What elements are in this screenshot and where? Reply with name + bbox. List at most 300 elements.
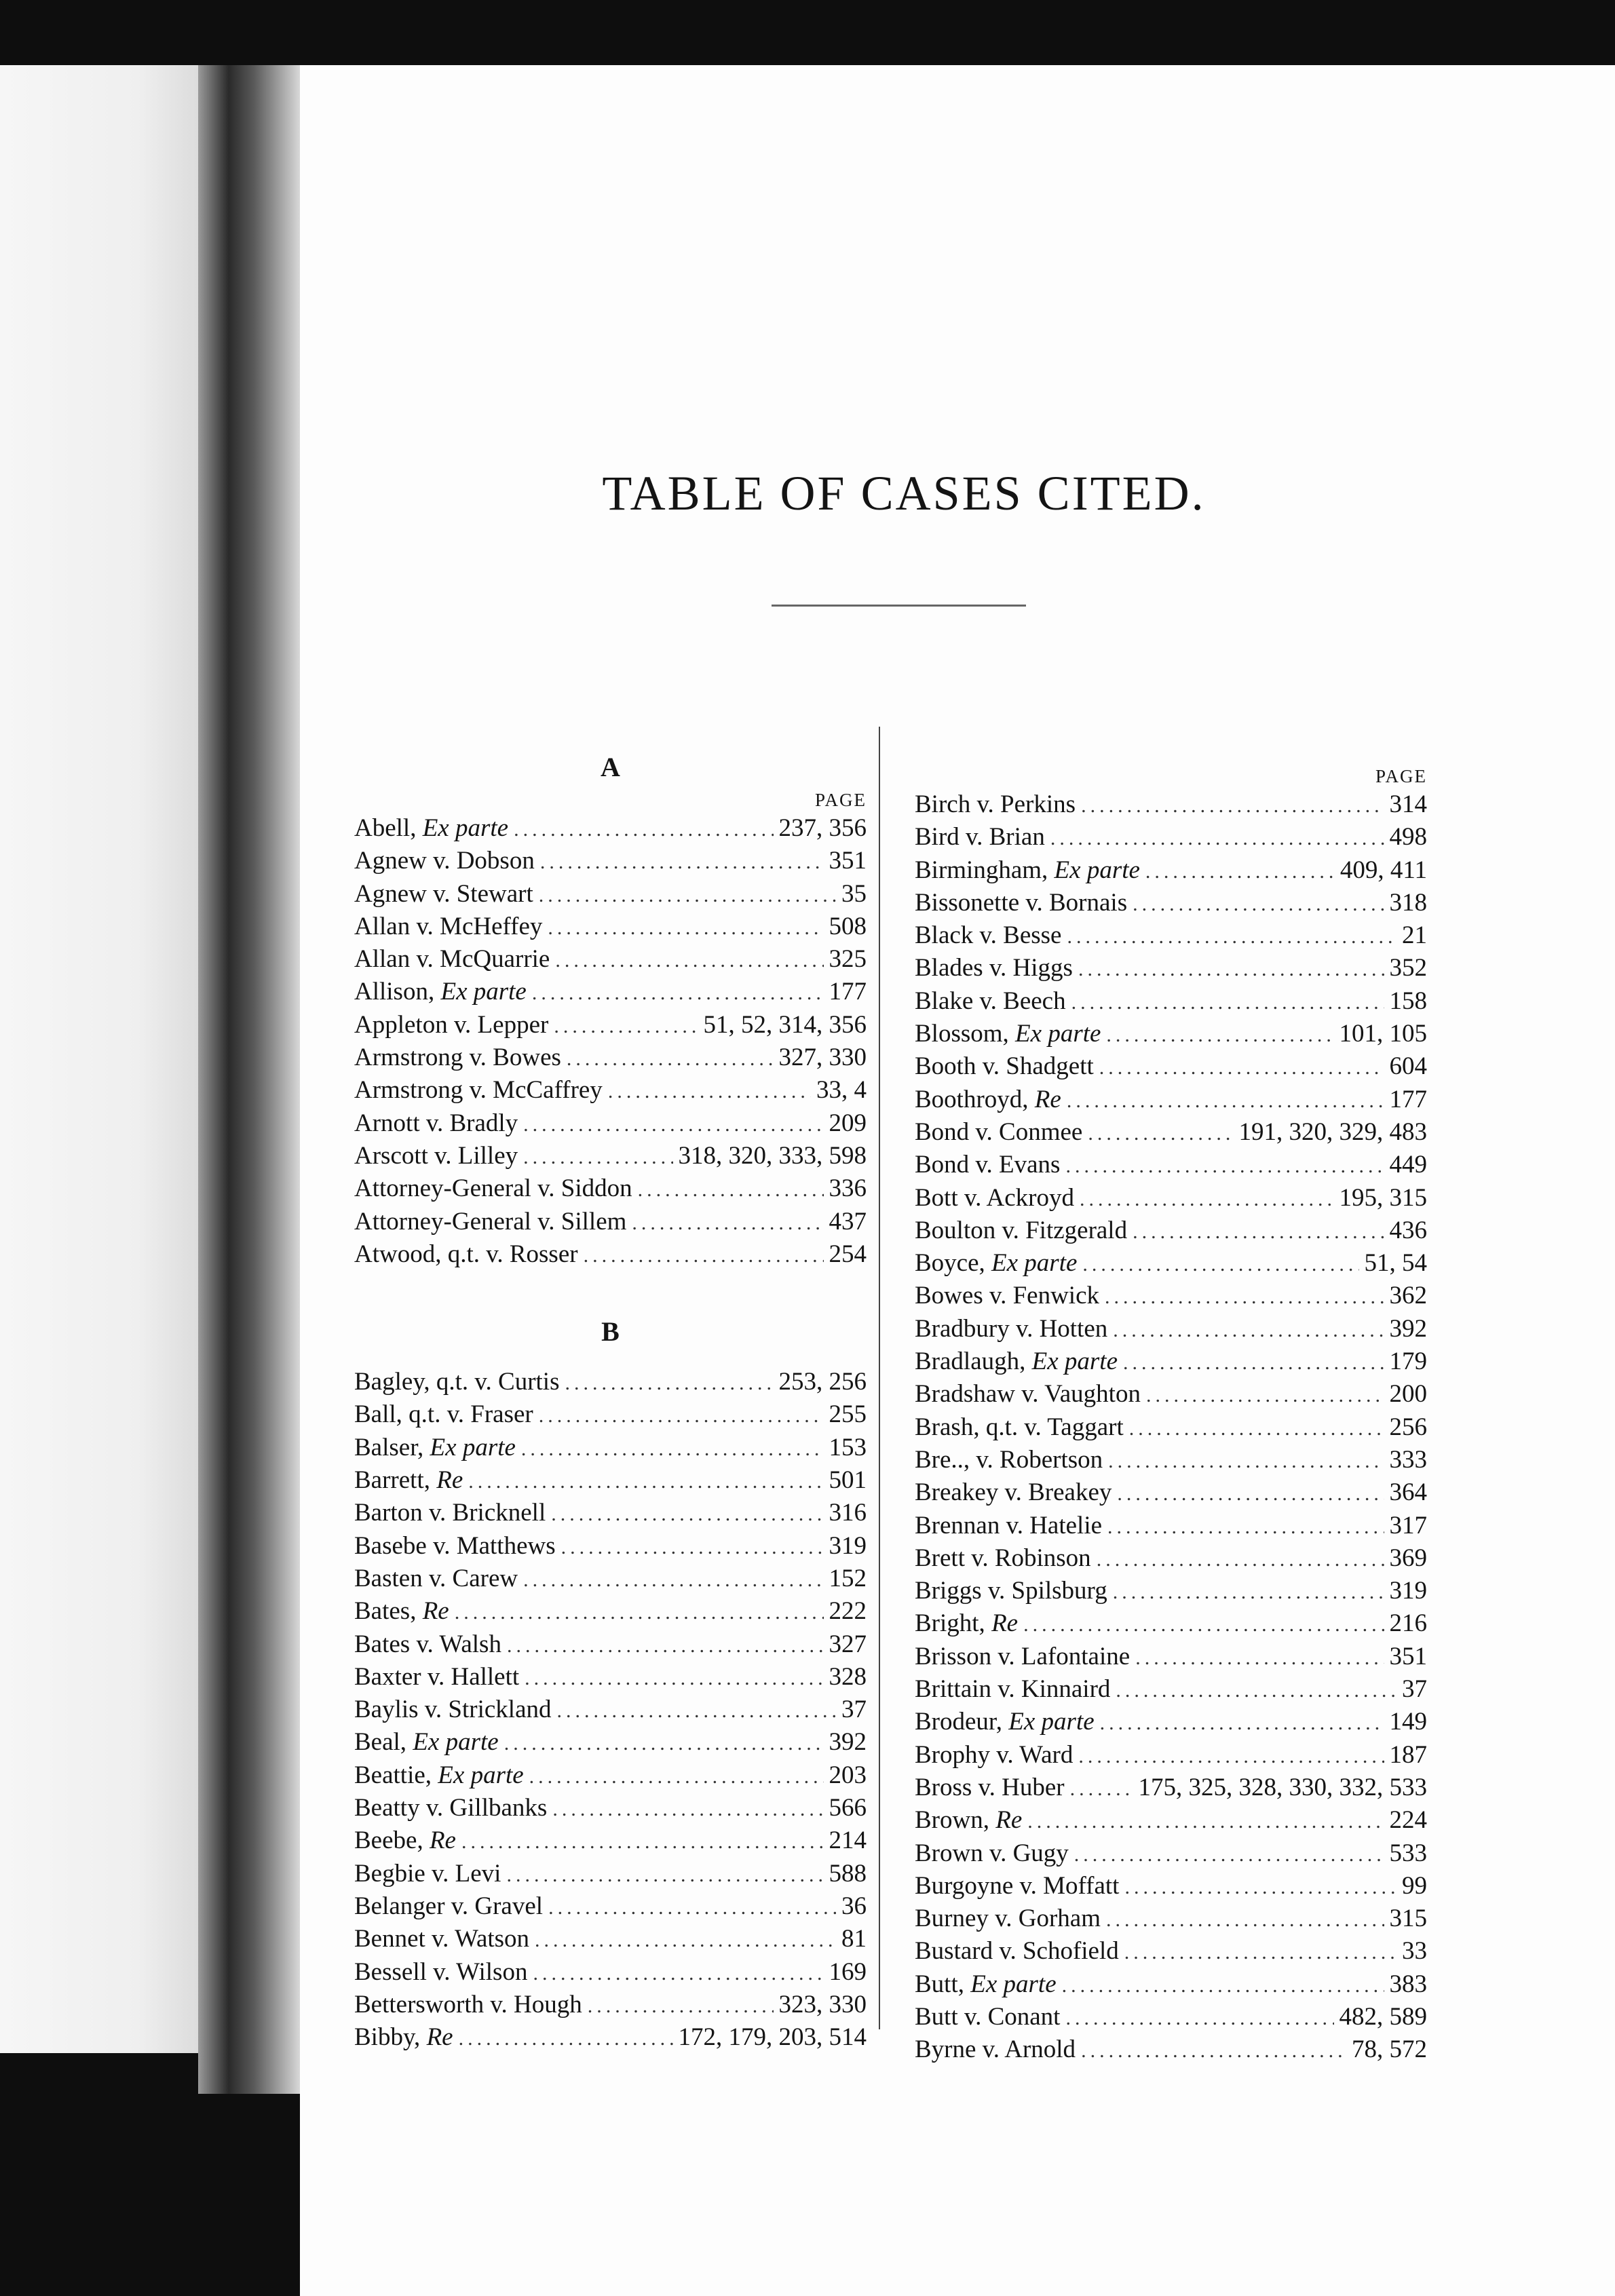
- case-entry: [915, 1607, 1427, 1640]
- case-title: Atwood, q.t. v. Rosser: [354, 1240, 578, 1268]
- case-entry: [915, 1116, 1427, 1149]
- case-pages: 149: [1389, 1708, 1427, 1736]
- case-title: Black v. Besse: [915, 921, 1062, 950]
- case-title: Baxter v. Hallett: [354, 1662, 520, 1691]
- case-title: Bott v. Ackroyd: [915, 1183, 1075, 1212]
- case-pages: 362: [1389, 1282, 1427, 1310]
- case-title: Breakey v. Breakey: [915, 1478, 1112, 1507]
- dot-leader: [525, 1662, 823, 1695]
- dot-leader: [1116, 1675, 1396, 1707]
- case-pages: 392: [1389, 1314, 1427, 1343]
- dot-leader: [1106, 1904, 1384, 1936]
- dot-leader: [1088, 1117, 1233, 1150]
- dot-leader: [1078, 1740, 1384, 1773]
- case-title: Attorney-General v. Siddon: [354, 1174, 632, 1203]
- case-name: [354, 1206, 626, 1238]
- case-name: [915, 1870, 1119, 1902]
- case-name: [354, 1172, 632, 1205]
- case-title: Bates v. Walsh: [354, 1630, 501, 1658]
- case-name: [915, 1378, 1141, 1411]
- case-entry: [915, 1182, 1427, 1214]
- case-pages: 508: [829, 912, 867, 940]
- dot-leader: [561, 1531, 824, 1564]
- case-entry: [915, 1247, 1427, 1280]
- dot-leader: [548, 1892, 836, 1924]
- case-title: Blake v. Beech: [915, 987, 1066, 1015]
- case-qualifier: Ex parte: [970, 1970, 1057, 1998]
- case-name: [354, 1989, 582, 2021]
- dot-leader: [1062, 1970, 1384, 2002]
- case-entry: [354, 976, 867, 1008]
- case-entry: [915, 1870, 1427, 1902]
- case-name: [915, 1673, 1110, 1706]
- case-name: [915, 1902, 1101, 1935]
- case-pages: 318: [1389, 888, 1427, 917]
- case-title: Birmingham,: [915, 856, 1054, 884]
- dot-leader: [567, 1043, 774, 1075]
- case-name: [915, 854, 1140, 887]
- case-name: [915, 919, 1061, 952]
- case-entry: [915, 854, 1427, 887]
- case-title: Arscott v. Lilley: [354, 1141, 518, 1170]
- case-title: Bre.., v. Robertson: [915, 1445, 1103, 1474]
- case-name: [354, 1595, 449, 1628]
- case-qualifier: Re: [429, 1826, 456, 1855]
- dot-leader: [588, 1990, 774, 2023]
- case-title: Bennet v. Watson: [354, 1925, 530, 1953]
- case-entry: [354, 1923, 867, 1955]
- case-entry: [354, 1140, 867, 1172]
- case-entry: [915, 1542, 1427, 1575]
- case-title: Briggs v. Spilsburg: [915, 1577, 1107, 1605]
- case-title: Allan v. McHeffey: [354, 912, 543, 940]
- case-entry: [354, 1464, 867, 1497]
- case-pages: 195, 315: [1339, 1183, 1427, 1212]
- case-name: [354, 2021, 453, 2054]
- case-pages: 200: [1389, 1380, 1427, 1409]
- case-pages: 179: [1389, 1347, 1427, 1376]
- case-entry: [354, 1759, 867, 1792]
- case-entry: [915, 1902, 1427, 1935]
- section-gap: [354, 1271, 867, 1312]
- case-entry: [354, 812, 867, 845]
- case-title: Brennan v. Hatelie: [915, 1511, 1103, 1539]
- dot-leader: [1123, 1347, 1384, 1379]
- case-title: Bradbury v. Hotten: [915, 1314, 1108, 1343]
- case-pages: 449: [1389, 1151, 1427, 1179]
- dot-leader: [1124, 1871, 1396, 1904]
- case-title: Brisson v. Lafontaine: [915, 1642, 1130, 1670]
- dot-leader: [1027, 1805, 1384, 1838]
- case-pages: 33, 4: [816, 1076, 867, 1105]
- case-qualifier: Re: [995, 1806, 1023, 1835]
- case-pages: 36: [841, 1892, 867, 1920]
- case-name: [915, 1575, 1107, 1607]
- case-pages: 51, 52, 314, 356: [703, 1010, 867, 1039]
- case-pages: 256: [1389, 1413, 1427, 1441]
- case-qualifier: Ex parte: [991, 1249, 1078, 1278]
- case-name: [354, 1858, 501, 1890]
- case-entry: [915, 1641, 1427, 1673]
- case-name: [354, 878, 533, 911]
- case-name: [915, 1280, 1099, 1312]
- dot-leader: [533, 1957, 823, 1990]
- case-title: Brittain v. Kinnaird: [915, 1675, 1111, 1704]
- case-name: [354, 911, 542, 943]
- dot-leader: [552, 1793, 823, 1826]
- dot-leader: [514, 814, 773, 846]
- case-entry: [354, 1989, 867, 2021]
- case-entry: [354, 911, 867, 943]
- dot-leader: [1065, 1150, 1384, 1183]
- dot-leader: [539, 1400, 824, 1432]
- case-pages: 222: [829, 1597, 867, 1626]
- case-title: Beattie,: [354, 1761, 438, 1789]
- dot-leader: [461, 1826, 824, 1858]
- case-pages: 153: [829, 1433, 867, 1461]
- case-pages: 498: [1389, 823, 1427, 852]
- case-entry: [354, 1824, 867, 1857]
- case-name: [354, 812, 508, 845]
- case-title: Bond v. Conmee: [915, 1117, 1083, 1146]
- case-entry: [354, 1366, 867, 1398]
- case-entry: [915, 2033, 1427, 2066]
- case-pages: 152: [829, 1564, 867, 1592]
- dot-leader: [1106, 1019, 1333, 1052]
- case-entry: [915, 1968, 1427, 2001]
- case-qualifier: Ex parte: [430, 1433, 516, 1461]
- case-name: [915, 1968, 1057, 2001]
- case-name: [915, 1018, 1101, 1050]
- dot-leader: [504, 1727, 824, 1760]
- case-entry: [915, 1378, 1427, 1411]
- case-pages: 169: [829, 1957, 867, 1986]
- case-title: Belanger v. Gravel: [354, 1892, 544, 1920]
- dot-leader: [1080, 1183, 1333, 1216]
- case-qualifier: Re: [426, 2023, 453, 2052]
- case-title: Brash, q.t. v. Taggart: [915, 1413, 1124, 1441]
- case-title: Brodeur,: [915, 1708, 1009, 1736]
- case-entry: [354, 1432, 867, 1464]
- case-title: Basebe v. Matthews: [354, 1531, 556, 1560]
- case-pages: 81: [841, 1925, 867, 1953]
- dot-leader: [608, 1075, 811, 1108]
- case-entry: [915, 887, 1427, 919]
- case-entry: [915, 1313, 1427, 1345]
- case-pages: 351: [1389, 1642, 1427, 1670]
- case-pages: 237, 356: [778, 814, 867, 842]
- case-title: Bond v. Evans: [915, 1151, 1061, 1179]
- case-name: [915, 1804, 1022, 1837]
- case-pages: 351: [829, 847, 867, 875]
- case-name: [915, 887, 1127, 919]
- case-name: [354, 1530, 556, 1563]
- case-name: [354, 1366, 560, 1398]
- case-title: Balser,: [354, 1433, 430, 1461]
- case-title: Allan v. McQuarrie: [354, 945, 550, 974]
- case-qualifier: Re: [436, 1466, 463, 1495]
- dot-leader: [1067, 921, 1396, 953]
- dot-leader: [565, 1367, 774, 1400]
- case-entry: [354, 1563, 867, 1595]
- left-column: [354, 747, 867, 2054]
- case-pages: 319: [1389, 1577, 1427, 1605]
- case-pages: 317: [1389, 1511, 1427, 1539]
- dot-leader: [1107, 1511, 1384, 1544]
- dot-leader: [1146, 1379, 1384, 1412]
- case-name: [915, 2001, 1060, 2033]
- case-pages: 172, 179, 203, 514: [678, 2023, 867, 2052]
- case-name: [354, 1628, 501, 1661]
- dot-leader: [459, 2023, 673, 2055]
- dot-leader: [557, 1695, 837, 1727]
- case-entry: [354, 1890, 867, 1923]
- case-pages: 203: [829, 1761, 867, 1789]
- case-title: Allison,: [354, 978, 441, 1006]
- case-pages: 253, 256: [778, 1368, 867, 1396]
- case-pages: 501: [829, 1466, 867, 1495]
- case-pages: 191, 320, 329, 483: [1238, 1117, 1427, 1146]
- case-entry: [354, 1172, 867, 1205]
- dot-leader: [548, 912, 823, 944]
- case-qualifier: Ex parte: [1031, 1347, 1118, 1376]
- case-entry: [915, 1673, 1427, 1706]
- case-pages: 319: [829, 1531, 867, 1560]
- dot-leader: [539, 879, 836, 912]
- case-pages: 158: [1389, 987, 1427, 1015]
- case-name: [354, 1726, 499, 1759]
- case-entry: [354, 1595, 867, 1628]
- case-qualifier: Re: [991, 1609, 1019, 1638]
- case-title: Ball, q.t. v. Fraser: [354, 1400, 533, 1429]
- case-pages: 392: [829, 1728, 867, 1757]
- case-entry: [915, 1706, 1427, 1738]
- case-name: [915, 1149, 1060, 1181]
- column-divider: [879, 727, 880, 2029]
- case-title: Burgoyne v. Moffatt: [915, 1871, 1120, 1900]
- case-entry: [354, 1530, 867, 1563]
- case-name: [915, 1247, 1077, 1280]
- case-title: Abell,: [354, 814, 423, 842]
- case-pages: 214: [829, 1826, 867, 1855]
- case-pages: 255: [829, 1400, 867, 1429]
- dot-leader: [523, 1141, 672, 1174]
- case-title: Arnott v. Bradly: [354, 1109, 518, 1137]
- case-name: [354, 1563, 518, 1595]
- case-title: Bradshaw v. Vaughton: [915, 1380, 1141, 1409]
- case-entry: [354, 1661, 867, 1694]
- case-name: [354, 1074, 603, 1107]
- document-page: [300, 65, 1615, 2296]
- case-pages: 314: [1389, 790, 1427, 818]
- case-entry: [915, 1935, 1427, 1968]
- case-entry: [915, 1214, 1427, 1247]
- case-pages: 316: [829, 1499, 867, 1527]
- case-pages: 482, 589: [1339, 2002, 1427, 2031]
- dot-leader: [1078, 953, 1384, 986]
- case-name: [354, 943, 550, 976]
- case-entry: [354, 1107, 867, 1140]
- case-entry: [915, 1772, 1427, 1804]
- case-title: Beatty v. Gillbanks: [354, 1794, 548, 1822]
- case-name: [915, 1313, 1107, 1345]
- dot-leader: [540, 846, 824, 879]
- case-name: [354, 1497, 546, 1529]
- case-name: [915, 1214, 1127, 1247]
- case-title: Bates,: [354, 1597, 423, 1626]
- case-pages: 588: [829, 1859, 867, 1888]
- case-name: [915, 1182, 1074, 1214]
- case-name: [915, 1510, 1102, 1542]
- dot-leader: [1070, 1773, 1133, 1805]
- dot-leader: [521, 1433, 824, 1466]
- case-entry: [915, 1739, 1427, 1772]
- case-name: [915, 1116, 1082, 1149]
- case-title: Basten v. Carew: [354, 1564, 518, 1592]
- dot-leader: [535, 1924, 836, 1957]
- dot-leader: [455, 1596, 824, 1629]
- case-pages: 336: [829, 1174, 867, 1203]
- case-pages: 369: [1389, 1544, 1427, 1572]
- case-pages: 177: [1389, 1085, 1427, 1113]
- case-title: Agnew v. Stewart: [354, 879, 533, 908]
- case-name: [915, 1084, 1061, 1116]
- case-title: Bessell v. Wilson: [354, 1957, 528, 1986]
- case-entry: [354, 1238, 867, 1271]
- case-entry: [915, 952, 1427, 984]
- case-entry: [354, 1792, 867, 1824]
- case-entry: [354, 2021, 867, 2054]
- case-title: Boyce,: [915, 1249, 992, 1278]
- case-pages: 216: [1389, 1609, 1427, 1638]
- case-title: Barrett,: [354, 1466, 437, 1495]
- dot-leader: [1124, 1936, 1396, 1969]
- case-pages: 323, 330: [778, 1990, 867, 2018]
- case-name: [354, 1890, 543, 1923]
- dot-leader: [1082, 1248, 1358, 1281]
- case-entry: [915, 1837, 1427, 1870]
- dot-leader: [1067, 1085, 1384, 1117]
- case-pages: 437: [829, 1207, 867, 1236]
- case-pages: 318, 320, 333, 598: [678, 1141, 867, 1170]
- dot-leader: [1097, 1544, 1384, 1576]
- case-entry: [915, 1411, 1427, 1444]
- case-name: [915, 1444, 1103, 1476]
- case-title: Bustard v. Schofield: [915, 1937, 1119, 1966]
- case-pages: 175, 325, 328, 330, 332, 533: [1138, 1773, 1427, 1801]
- case-entry: [354, 1726, 867, 1759]
- case-entry: [915, 1084, 1427, 1116]
- case-name: [354, 1398, 533, 1431]
- case-title: Bettersworth v. Hough: [354, 1990, 582, 2018]
- page-column-label: PAGE: [1375, 766, 1427, 786]
- case-entry: [915, 1345, 1427, 1378]
- dot-leader: [555, 944, 823, 977]
- case-title: Boothroyd,: [915, 1085, 1035, 1113]
- case-name: [354, 1238, 578, 1271]
- dot-leader: [1135, 1642, 1384, 1675]
- case-entry: [915, 1476, 1427, 1509]
- dot-leader: [1023, 1609, 1384, 1641]
- dot-leader: [1113, 1576, 1384, 1609]
- case-pages: 328: [829, 1662, 867, 1691]
- case-pages: 187: [1389, 1740, 1427, 1769]
- case-title: Appleton v. Lepper: [354, 1010, 549, 1039]
- case-name: [354, 1792, 547, 1824]
- case-name: [354, 1107, 518, 1140]
- case-entry: [915, 1280, 1427, 1312]
- case-entry: [354, 845, 867, 877]
- case-entry: [915, 1149, 1427, 1181]
- dot-leader: [1117, 1478, 1384, 1510]
- case-pages: 436: [1389, 1216, 1427, 1244]
- case-title: Blades v. Higgs: [915, 954, 1073, 982]
- case-qualifier: Ex parte: [1015, 1020, 1101, 1048]
- dot-leader: [638, 1174, 824, 1206]
- dot-leader: [1081, 2035, 1346, 2067]
- case-name: [354, 1694, 552, 1726]
- case-name: [354, 1432, 516, 1464]
- case-title: Bross v. Huber: [915, 1773, 1065, 1801]
- case-title: Booth v. Shadgett: [915, 1052, 1094, 1081]
- case-entry: [915, 1510, 1427, 1542]
- case-name: [915, 821, 1045, 854]
- dot-leader: [632, 1207, 823, 1240]
- case-entry: [354, 1497, 867, 1529]
- dot-leader: [468, 1466, 823, 1498]
- case-title: Beal,: [354, 1728, 413, 1757]
- case-pages: 209: [829, 1109, 867, 1137]
- case-pages: 101, 105: [1339, 1020, 1427, 1048]
- case-title: Bradlaugh,: [915, 1347, 1032, 1376]
- dot-leader: [584, 1240, 824, 1272]
- case-pages: 409, 411: [1340, 856, 1427, 884]
- case-title: Beebe,: [354, 1826, 430, 1855]
- case-title: Baylis v. Strickland: [354, 1696, 552, 1724]
- case-entry: [915, 1050, 1427, 1083]
- case-title: Burney v. Gorham: [915, 1905, 1101, 1933]
- dot-leader: [1145, 856, 1335, 888]
- case-name: [354, 1956, 527, 1989]
- case-name: [915, 788, 1076, 821]
- case-qualifier: Ex parte: [1054, 856, 1140, 884]
- case-title: Bissonette v. Bornais: [915, 888, 1128, 917]
- case-entry: [354, 1074, 867, 1107]
- dot-leader: [1074, 1839, 1384, 1871]
- case-entry: [354, 1858, 867, 1890]
- case-entry: [354, 878, 867, 911]
- case-entry: [915, 985, 1427, 1018]
- case-title: Armstrong v. McCaffrey: [354, 1076, 603, 1105]
- case-entry: [915, 1018, 1427, 1050]
- case-entry: [915, 1575, 1427, 1607]
- case-name: [915, 985, 1066, 1018]
- case-qualifier: Re: [1034, 1085, 1061, 1113]
- facing-page-edge: [0, 65, 198, 2053]
- case-entry: [915, 788, 1427, 821]
- case-qualifier: Ex parte: [438, 1761, 524, 1789]
- dot-leader: [529, 1761, 824, 1793]
- title-rule: [772, 605, 1026, 607]
- case-pages: 325: [829, 945, 867, 974]
- case-entry: [354, 1206, 867, 1238]
- case-qualifier: Ex parte: [422, 814, 509, 842]
- dot-leader: [1071, 987, 1384, 1019]
- dot-leader: [554, 1010, 698, 1043]
- case-pages: 254: [829, 1240, 867, 1268]
- case-entry: [915, 1444, 1427, 1476]
- case-title: Byrne v. Arnold: [915, 2035, 1076, 2064]
